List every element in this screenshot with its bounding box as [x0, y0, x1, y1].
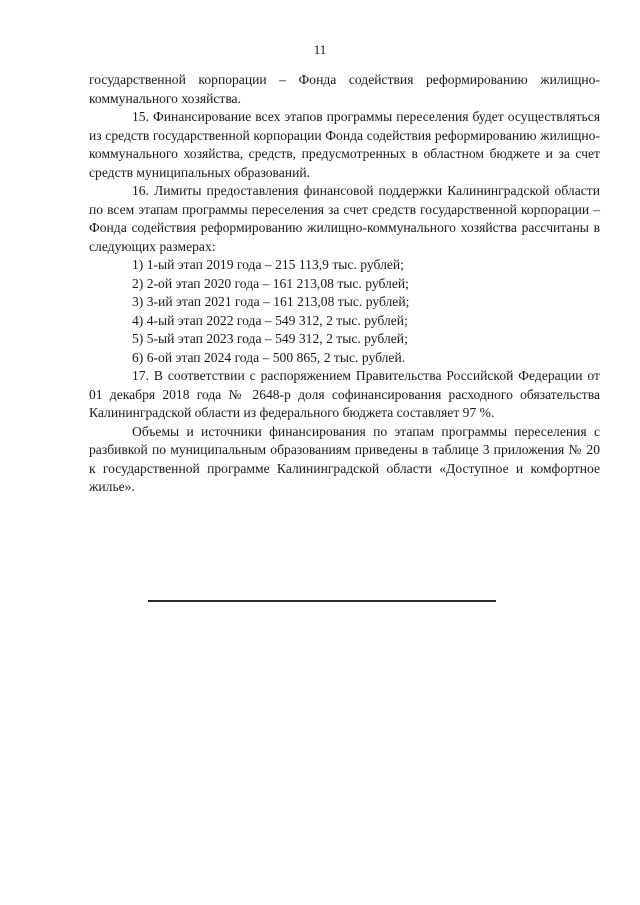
stage-item-4: 4) 4-ый этап 2022 года – 549 312, 2 тыс. рублей; [132, 312, 408, 328]
stage-limits-list [89, 256, 600, 367]
paragraph-15: 15. Финансирование всех этапов программы переселения будет осуществляться из средств государственной корпорации Фонда содействия реформированию жилищно-коммунального хозяйства, средств, предусмотренных в областном бюджете и за счет средств муниципальных образований. [89, 109, 600, 180]
paragraph-final: Объемы и источники финансирования по этапам программы переселения с разбивкой по муниципальным образованиям приведены в таблице 3 приложения № 20 к государственной программе Калининградской области «Доступное и комфортное жилье». [89, 423, 600, 494]
stage-item-6: 6) 6-ой этап 2024 года – 500 865, 2 тыс. рублей. [132, 349, 406, 365]
stage-item-1: 1) 1-ый этап 2019 года – 215 113,9 тыс. рублей; [132, 257, 404, 272]
stage-item-3: 3) 3-ий этап 2021 года – 161 213,08 тыс. рублей; [132, 294, 410, 309]
paragraph-16: 16. Лимиты предоставления финансовой поддержки Калининградской области по всем этапам программы переселения за счет средств государственной корпорации – Фонда содействия реформированию жилищно-коммунального хозяйства рассчитаны в следующих размерах: [89, 183, 600, 254]
end-divider-line [148, 600, 496, 602]
stage-item-2: 2) 2-ой этап 2020 года – 161 213,08 тыс. рублей; [132, 275, 409, 291]
paragraph-17: 17. В соответствии с распоряжением Правительства Российской Федерации от 01 декабря 2018 года № 2648-р доля софинансирования расходного обязательства Калининградской области из федерального бюджета составляет 97 %. [89, 368, 600, 420]
paragraph-continuation: государственной корпорации – Фонда содействия реформированию жилищно-коммунального хозяйства. [89, 72, 600, 106]
page-number: 11 [313, 42, 327, 57]
document-body [89, 71, 600, 497]
stage-item-5: 5) 5-ый этап 2023 года – 549 312, 2 тыс. рублей; [132, 331, 408, 346]
